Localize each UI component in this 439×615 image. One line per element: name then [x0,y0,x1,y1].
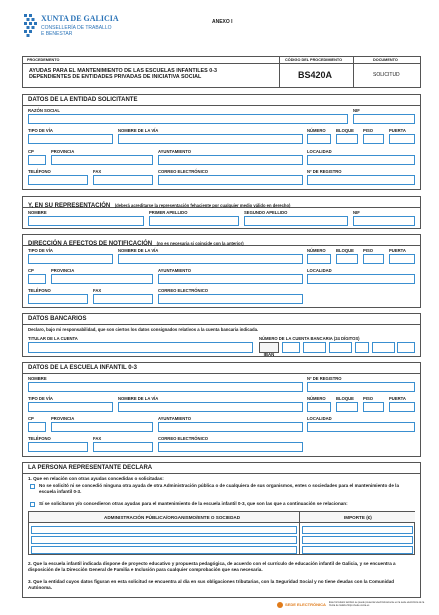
label-tipo-via: TIPO DE VÍA [28,128,53,133]
n-numero-field[interactable] [307,254,331,264]
section-notification-address [22,234,421,308]
logo-consejeria: CONSELLERÍA DE TRABALLO [41,25,112,31]
label-s-telefono: TELÉFONO [28,436,51,441]
n-nombre-via-field[interactable] [118,254,303,264]
s-ayuntamiento-field[interactable] [158,422,303,432]
label-s-puerta: PUERTA [389,396,406,401]
s-telefono-field[interactable] [28,442,88,452]
piso-field[interactable] [363,134,384,144]
s-cp-field[interactable] [28,422,46,432]
s-piso-field[interactable] [363,402,384,412]
option-no-aid-checkbox[interactable] [30,484,35,489]
rep-nif-field[interactable] [353,216,415,226]
s-nombre-via-field[interactable] [118,402,303,412]
label-rep-nif: NIF [353,210,360,215]
label-fax: FAX [93,169,102,174]
label-n-correo: CORREO ELECTRÓNICO [158,288,209,293]
correo-field[interactable] [158,175,303,185]
label-account-number: NÚMERO DE LA CUENTA BANCARIA (24 DÍGITOS) [259,336,360,341]
label-nombre-via: NOMBRE DE LA VÍA [118,128,159,133]
account-number-field-2[interactable] [397,342,415,353]
label-n-provincia: PROVINCIA [51,268,75,273]
label-n-tipo-via: TIPO DE VÍA [28,248,53,253]
section-declaration [22,462,421,598]
section-representative-note: (deberá acreditarse la representación fehaciente por cualquier medio válido en derecho) [114,203,291,208]
declaration-q2: 2. Que la escuela infantil indicada dispone de proyecto educativo y propuesta pedagógica, de acuerdo con el currículo de educación infantil de Galicia, y se encuentra a disposición de la Dirección General de Familia e Inclusión para cualquier comprobación que sea necesaria. [28,561,396,572]
label-registro: Nº DE REGISTRO [307,169,342,174]
section-applicant [22,94,421,190]
label-n-numero: NÚMERO [307,248,326,253]
s-tipo-via-field[interactable] [28,402,113,412]
label-s-fax: FAX [93,436,102,441]
n-ayuntamiento-field[interactable] [158,274,303,284]
label-n-telefono: TELÉFONO [28,288,51,293]
declaration-q1: 1. Que en relación con otras ayudas concedidas o solicitadas: [28,476,164,481]
aid-table [28,511,415,555]
label-s-cp: CP [28,416,34,421]
account-entity-field[interactable] [303,342,326,353]
tipo-via-field[interactable] [28,134,113,144]
iban-label: IBAN [263,352,275,357]
account-dc-field[interactable] [355,342,369,353]
label-localidad: LOCALIDAD [307,149,332,154]
nombre-via-field[interactable] [118,134,303,144]
label-n-piso: PISO [363,248,374,253]
s-localidad-field[interactable] [307,422,415,432]
label-s-nombre-via: NOMBRE DE LA VÍA [118,396,159,401]
label-rep-nombre: NOMBRE [28,210,47,215]
label-school-registro: Nº DE REGISTRO [307,376,342,381]
option-other-aid-checkbox[interactable] [30,502,35,507]
label-n-bloque: BLOQUE [336,248,354,253]
section-representative-header [23,197,420,208]
label-provincia: PROVINCIA [51,149,75,154]
n-piso-field[interactable] [363,254,384,264]
label-cp: CP [28,149,34,154]
label-piso: PISO [363,128,374,133]
document-label: DOCUMENTO [373,58,398,62]
razon-social-field[interactable] [28,114,348,124]
label-n-ayuntamiento: AYUNTAMIENTO [158,268,191,273]
label-ayuntamiento: AYUNTAMIENTO [158,149,191,154]
n-localidad-field[interactable] [307,274,415,284]
sede-label: SEDE ELECTRÓNICA [285,602,326,607]
label-s-provincia: PROVINCIA [51,416,75,421]
iban-label-box [259,342,279,357]
s-correo-field[interactable] [158,442,303,452]
s-provincia-field[interactable] [51,422,153,432]
label-n-puerta: PUERTA [389,248,406,253]
declaration-q3: 3. Que la entidad cuyos datos figuran en esta solicitud se encuentra al día en sus obligaciones tributarias, con la Seguridad Social y no tiene deudas con la Comunidad Autónoma. [28,579,395,590]
aid-importe-field-2[interactable] [302,536,413,544]
label-n-cp: CP [28,268,34,273]
rep-nombre-field[interactable] [28,216,144,226]
cp-field[interactable] [28,155,46,165]
aid-admin-field-2[interactable] [31,536,297,544]
s-numero-field[interactable] [307,402,331,412]
label-n-nombre-via: NOMBRE DE LA VÍA [118,248,159,253]
label-n-localidad: LOCALIDAD [307,268,332,273]
section-notification-title: DIRECCIÓN A EFECTOS DE NOTIFICACIÓN [28,241,153,247]
aid-importe-field-3[interactable] [302,546,413,554]
sede-icon [277,602,283,608]
xunta-logo [22,13,142,49]
n-puerta-field[interactable] [389,254,415,264]
label-nif: NIF [353,108,360,113]
section-representative-title: Y, EN SU REPRESENTACIÓN [28,203,111,209]
option-other-aid-text: Sí se solicitaron y/o concedieron otras ayudas para el mantenimiento de la escuela infantil 0-3, que son las que a continuación se relacionan: [39,501,348,506]
label-titular: TITULAR DE LA CUENTA [28,336,78,341]
account-office-field[interactable] [329,342,352,353]
s-puerta-field[interactable] [389,402,415,412]
label-bloque: BLOQUE [336,128,354,133]
label-s-correo: CORREO ELECTRÓNICO [158,436,209,441]
label-telefono: TELÉFONO [28,169,51,174]
n-bloque-field[interactable] [336,254,358,264]
titular-field[interactable] [28,342,253,353]
section-school-title: DATOS DE LA ESCUELA INFANTIL 0-3 [23,363,420,374]
label-s-bloque: BLOQUE [336,396,354,401]
label-numero: NÚMERO [307,128,326,133]
logo-consejeria-2: E BENESTAR [41,31,73,37]
label-puerta: PUERTA [389,128,406,133]
logo-title: XUNTA DE GALICIA [41,14,119,23]
n-cp-field[interactable] [28,274,46,284]
code-label: CÓDIGO DEL PROCEDIMIENTO [285,58,343,62]
localidad-field[interactable] [307,155,415,165]
section-notification-note: (no es necesaria si coincide con la anterior) [156,241,244,246]
label-s-ayuntamiento: AYUNTAMIENTO [158,416,191,421]
fax-field[interactable] [93,175,153,185]
label-n-fax: FAX [93,288,102,293]
ayuntamiento-field[interactable] [158,155,303,165]
telefono-field[interactable] [28,175,88,185]
n-telefono-field[interactable] [28,294,88,304]
s-fax-field[interactable] [93,442,153,452]
rep-apellido2-field[interactable] [244,216,348,226]
provincia-field[interactable] [51,155,153,165]
school-registro-field[interactable] [307,382,415,392]
document-type: SOLICITUD [373,72,400,78]
annex-label: ANEXO I [212,19,233,25]
registro-field[interactable] [307,175,415,185]
aid-importe-field-1[interactable] [302,526,413,534]
n-provincia-field[interactable] [51,274,153,284]
label-s-piso: PISO [363,396,374,401]
label-school-nombre: NOMBRE [28,376,47,381]
n-fax-field[interactable] [93,294,153,304]
section-representative [22,196,421,229]
bank-declaration: Declaro, bajo mi responsabilidad, que son ciertos los datos consignados relativos a la cuenta bancaria indicada. [28,327,259,332]
puerta-field[interactable] [389,134,415,144]
procedure-code: BS420A [298,70,333,80]
procedure-title: AYUDAS PARA EL MANTENIMIENTO DE LAS ESCUELAS INFANTILES 0-3 DEPENDIENTES DE ENTIDADES PRIVADAS DE INICIATIVA SOCIAL [29,68,217,81]
label-s-tipo-via: TIPO DE VÍA [28,396,53,401]
label-correo: CORREO ELECTRÓNICO [158,169,209,174]
numero-field[interactable] [307,134,331,144]
account-number-field[interactable] [372,342,395,353]
section-notification-header [23,235,420,246]
n-correo-field[interactable] [158,294,303,304]
section-bank-data [22,313,421,357]
rep-apellido1-field[interactable] [149,216,239,226]
iban-check-field[interactable] [282,342,300,353]
aid-col-importe: IMPORTE (€) [344,515,372,520]
section-declaration-title: LA PERSONA REPRESENTANTE DECLARA [23,463,420,474]
label-rep-apellido2: SEGUNDO APELLIDO [244,210,288,215]
label-razon-social: RAZÓN SOCIAL [28,108,60,113]
aid-admin-field-1[interactable] [31,526,297,534]
footer [277,601,427,613]
nif-field[interactable] [353,114,415,124]
aid-col-admin: ADMINISTRACIÓN PÚBLICA/ORGANISMO/ENTE O SOCIEDAD [104,515,241,520]
section-school [22,362,421,457]
bloque-field[interactable] [336,134,358,144]
aid-admin-field-3[interactable] [31,546,297,554]
procedure-header [22,56,421,88]
label-s-numero: NÚMERO [307,396,326,401]
label-s-localidad: LOCALIDAD [307,416,332,421]
school-nombre-field[interactable] [28,382,303,392]
label-rep-apellido1: PRIMER APELLIDO [149,210,188,215]
option-no-aid-text: No se solicitó ni se concedió ninguna otra ayuda de otra Administración pública o de cualquiera de sus organismos, entes o sociedades para el mantenimiento de la escuela infantil 0-3. [39,483,400,494]
n-tipo-via-field[interactable] [28,254,113,264]
section-bank-title: DATOS BANCARIOS [23,314,420,325]
s-bloque-field[interactable] [336,402,358,412]
xunta-emblem-icon [22,13,38,39]
procedure-label: PROCEDEMENTO [27,58,60,62]
section-applicant-title: DATOS DE LA ENTIDAD SOLICITANTE [23,95,420,106]
footer-text: Este formulario también se puede presentar electrónicamente en la sede electrónica de la Xunta de Galicia https://sede.xunta.es [329,601,425,607]
